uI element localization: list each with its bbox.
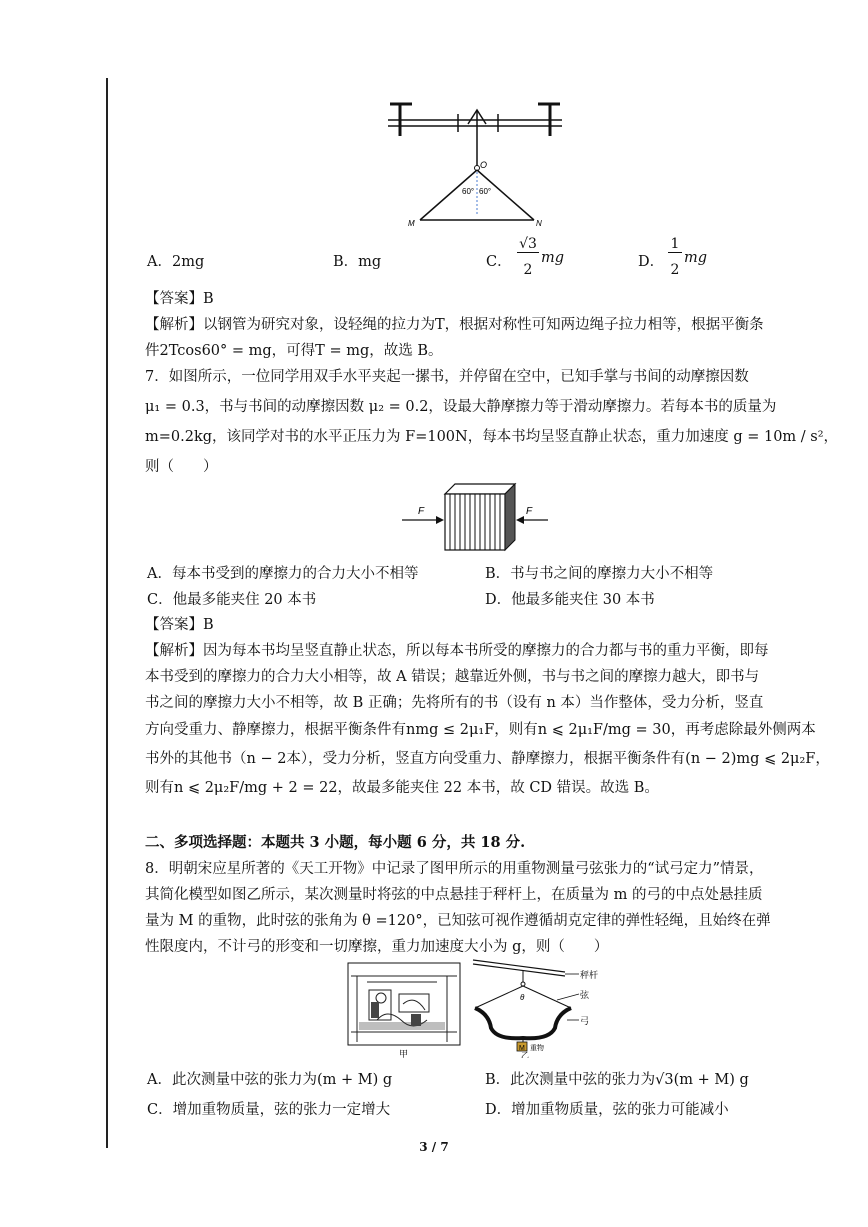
q7-answer: 【答案】B <box>145 617 214 633</box>
q8-label-theta: θ <box>520 993 525 1002</box>
q8-stem-line-4: 性限度内，不计弓的形变和一切摩擦，重力加速度大小为 g，则（ ） <box>145 939 609 955</box>
q7-option-d: D．他最多能夹住 30 本书 <box>485 592 655 608</box>
q8-stem-line-1: 8．明朝宋应星所著的《天工开物》中记录了图甲所示的用重物测量弓弦张力的“试弓定力”情景， <box>145 861 764 877</box>
q6-steel-pipe-figure <box>380 98 570 233</box>
q8-option-a: A．此次测量中弦的张力为(m + M) g <box>147 1072 393 1088</box>
q6-option-c-unit: mg <box>541 250 565 266</box>
q8-label-zhongwu: 重物 <box>530 1045 544 1052</box>
q7-book-stack-figure <box>400 480 550 555</box>
q6-option-d-denominator: 2 <box>670 262 680 278</box>
q6-label-n: N <box>536 219 542 228</box>
q7-stem-line-4: 则（ ） <box>145 459 218 475</box>
q8-label-xian: 弦 <box>580 990 590 1000</box>
q7-analysis-line-4: 方向受重力、静摩擦力，根据平衡条件有nmg ≤ 2μ₁F，则有n ⩽ 2μ₁F/mg = 30，再考虑除最外侧两本 <box>145 722 816 738</box>
q8-label-jia: 甲 <box>399 1049 409 1059</box>
q7-analysis-line-2: 本书受到的摩擦力的合力大小相等，故 A 错误；越靠近外侧，书与书之间的摩擦力越大，即书与 <box>145 669 760 685</box>
q8-stem-line-2: 其简化模型如图乙所示，某次测量时将弦的中点悬挂于秤杆上，在质量为 m 的弓的中点处悬挂质 <box>145 887 763 903</box>
q8-stem-line-3: 量为 M 的重物，此时弦的张角为 θ =120°，已知弦可视作遵循胡克定律的弹性轻绳，且始终在弹 <box>145 913 771 929</box>
q6-option-c-label: C． <box>486 254 512 270</box>
q6-label-o: O <box>480 160 488 170</box>
q6-option-c-denominator: 2 <box>523 262 533 278</box>
q8-label-weight-m: M <box>519 1045 525 1052</box>
binding-margin-line <box>106 78 108 1148</box>
q7-label-f-left: F <box>418 506 425 517</box>
q8-option-d: D．增加重物质量，弦的张力可能减小 <box>485 1102 729 1118</box>
q8-figure-jia <box>347 962 462 1060</box>
q6-option-b: B．mg <box>333 254 382 270</box>
q7-option-b: B．书与书之间的摩擦力大小不相等 <box>485 566 714 582</box>
q6-answer: 【答案】B <box>145 291 214 307</box>
q7-stem-line-2: μ₁ = 0.3，书与书间的动摩擦因数 μ₂ = 0.2，设最大静摩擦力等于滑动摩擦力。若每本书的质量为 <box>145 399 777 415</box>
section-2-heading: 二、多项选择题：本题共 3 小题，每小题 6 分，共 18 分. <box>145 834 526 851</box>
q8-figure-yi <box>467 958 617 1058</box>
q8-label-chenggan: 秤杆 <box>580 970 599 980</box>
q6-option-c-numerator: √3 <box>517 236 539 253</box>
q6-option-d-label: D． <box>638 254 665 270</box>
q7-analysis-line-1: 【解析】因为每本书均呈竖直静止状态，所以每本书所受的摩擦力的合力都与书的重力平衡，即每 <box>145 643 769 659</box>
q6-label-m: M <box>408 219 415 228</box>
q7-stem-line-3: m=0.2kg，该同学对书的水平正压力为 F=100N，每本书均呈竖直静止状态，重力加速度 g = 10m / s²， <box>145 429 839 445</box>
q6-option-d-numerator: 1 <box>668 236 682 253</box>
q6-option-d-unit: mg <box>684 250 708 266</box>
q8-option-b: B．此次测量中弦的张力为√3(m + M) g <box>485 1072 749 1088</box>
q8-label-yi: 乙 <box>521 1051 529 1058</box>
q7-analysis-line-6: 则有n ⩽ 2μ₂F/mg + 2 = 22，故最多能夹住 22 本书，故 CD 错误。故选 B。 <box>145 780 659 796</box>
q7-option-c: C．他最多能夹住 20 本书 <box>147 592 317 608</box>
q6-analysis-line-2: 件2Tcos60° = mg，可得T = mg，故选 B。 <box>145 343 443 359</box>
q6-analysis-line-1: 【解析】以钢管为研究对象，设轻绳的拉力为T，根据对称性可知两边绳子拉力相等，根据平衡条 <box>145 317 764 333</box>
page-number: 3 / 7 <box>419 1140 449 1154</box>
q7-option-a: A．每本书受到的摩擦力的合力大小不相等 <box>147 566 419 582</box>
q8-option-c: C．增加重物质量，弦的张力一定增大 <box>147 1102 391 1118</box>
q7-analysis-line-5: 书外的其他书（n − 2本），受力分析，竖直方向受重力、静摩擦力，根据平衡条件有(n − 2)mg ⩽ 2μ₂F， <box>145 751 830 767</box>
q7-stem-line-1: 7．如图所示，一位同学用双手水平夹起一摞书，并停留在空中，已知手掌与书间的动摩擦因数 <box>145 369 749 385</box>
q8-label-gong: 弓 <box>580 1016 590 1026</box>
q6-label-angle-left: 60° <box>462 187 475 196</box>
q7-label-f-right: F <box>526 506 533 517</box>
q6-label-angle-right: 60° <box>479 187 492 196</box>
q6-option-a: A．2mg <box>147 254 205 270</box>
q7-analysis-line-3: 书之间的摩擦力大小不相等，故 B 正确；先将所有的书（设有 n 本）当作整体，受力分析，竖直 <box>145 695 764 711</box>
